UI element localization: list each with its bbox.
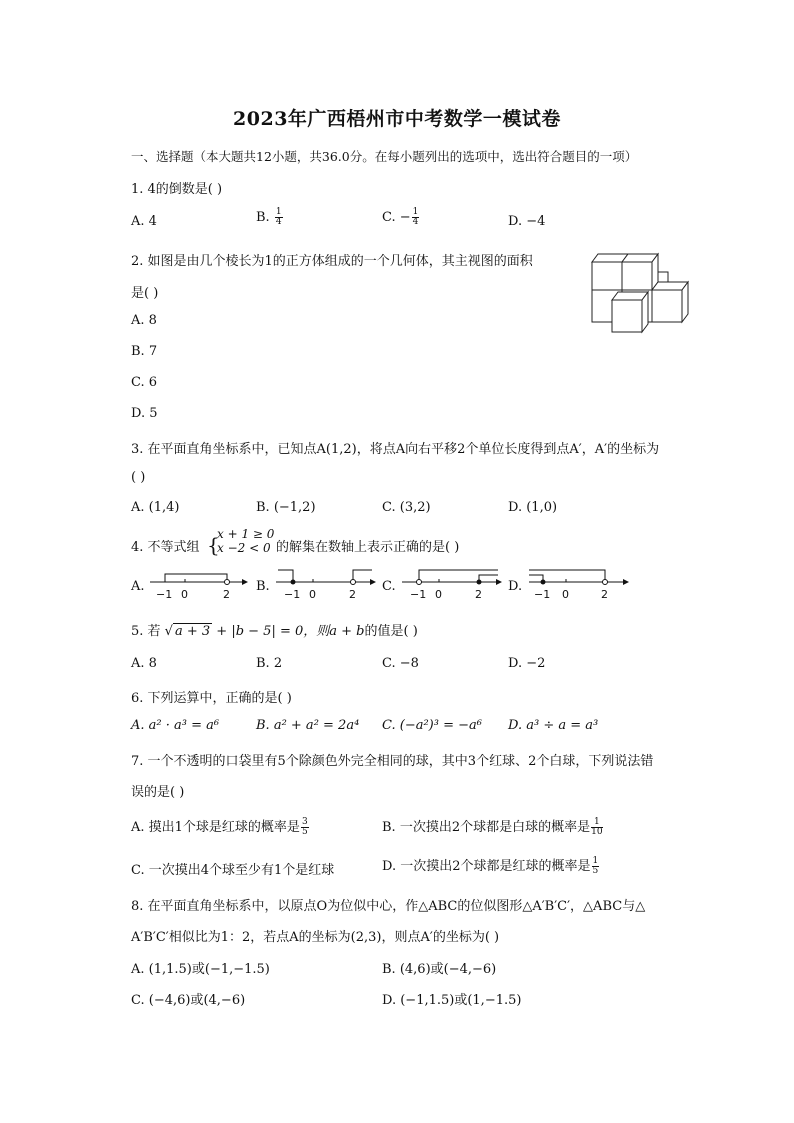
svg-text:2: 2 <box>349 588 356 601</box>
q4-option-b-label: B. <box>256 579 270 594</box>
q8-option-d: D. (−1,1.5)或(1,−1.5) <box>382 993 522 1008</box>
q8-option-a: A. (1,1.5)或(−1,−1.5) <box>131 962 270 977</box>
svg-text:0: 0 <box>181 588 188 601</box>
svg-text:−1: −1 <box>410 588 427 601</box>
question-7-stem: 7. 一个不透明的口袋里有5个除颜色外完全相同的球，其中3个红球、2个白球，下列说法错 <box>131 754 654 769</box>
inequality-system: x + 1 ≥ 0 x −2 < 0 <box>217 527 275 555</box>
q6-option-a: A. a² · a³ = a⁶ <box>131 718 220 733</box>
q7-option-c: C. 一次摸出4个球至少有1个是红球 <box>131 863 335 878</box>
q3-option-b: B. (−1,2) <box>256 500 316 515</box>
svg-text:2: 2 <box>475 588 482 601</box>
q3-option-c: C. (3,2) <box>382 500 431 515</box>
q3-option-d: D. (1,0) <box>508 500 558 515</box>
q1-option-c: C. − $\frac{1}{4}$ <box>382 207 419 227</box>
number-line-a <box>148 562 248 602</box>
number-line-c <box>398 562 504 602</box>
q6-option-b: B. a² + a² = 2a⁴ <box>256 718 360 733</box>
q6-option-d: D. a³ ÷ a = a³ <box>508 718 599 733</box>
q4-option-d-label: D. <box>508 579 523 594</box>
q8-option-c: C. (−4,6)或(4,−6) <box>131 993 246 1008</box>
question-6-stem: 6. 下列运算中，正确的是( ) <box>131 691 292 706</box>
question-1-stem: 1. 4的倒数是( ) <box>131 182 223 197</box>
q8-option-b: B. (4,6)或(−4,−6) <box>382 962 497 977</box>
q7-option-b: B. 一次摸出2个球都是白球的概率是 $\frac{1}{10}$ <box>382 817 603 837</box>
q1-option-b: B. $\frac{1}{4}$ <box>256 207 282 227</box>
page-title: 2023年广西梧州市中考数学一模试卷 <box>233 108 561 130</box>
svg-text:0: 0 <box>562 588 569 601</box>
question-4-stem-b: 的解集在数轴上表示正确的是( ) <box>276 540 460 555</box>
q2-option-c: C. 6 <box>131 375 158 390</box>
fraction: $\frac{1}{4}$ <box>275 207 282 227</box>
q6-option-c: C. (−a²)³ = −a⁶ <box>382 718 482 733</box>
question-5-stem: 5. 若 √ a + 3 + |b − 5| = 0，则a + b的值是( ) <box>131 624 418 639</box>
q1-option-d: D. −4 <box>508 214 546 229</box>
question-2-stem-cont: 是( ) <box>131 286 159 301</box>
q4-option-a-label: A. <box>131 579 145 594</box>
q7-option-d: D. 一次摸出2个球都是红球的概率是 $\frac{1}{5}$ <box>382 856 599 876</box>
svg-text:2: 2 <box>601 588 608 601</box>
number-line-d <box>525 562 631 602</box>
q7-option-a: A. 摸出1个球是红球的概率是 $\frac{3}{5}$ <box>131 817 308 837</box>
q2-option-b: B. 7 <box>131 344 158 359</box>
svg-text:−1: −1 <box>534 588 551 601</box>
question-8-stem: 8. 在平面直角坐标系中，以原点O为位似中心，作△ABC的位似图形△A′B′C′，△ABC与△ <box>131 899 646 914</box>
question-4-stem-a: 4. 不等式组 <box>131 540 200 555</box>
q5-option-b: B. 2 <box>256 656 283 671</box>
svg-text:0: 0 <box>309 588 316 601</box>
section-heading: 一、选择题（本大题共12小题，共36.0分。在每小题列出的选项中，选出符合题目的一项） <box>131 149 638 164</box>
q5-option-c: C. −8 <box>382 656 419 671</box>
q2-option-a: A. 8 <box>131 313 157 328</box>
question-2-stem: 2. 如图是由几个棱长为1的正方体组成的一个几何体，其主视图的面积 <box>131 254 533 269</box>
fraction: $\frac{3}{5}$ <box>301 817 308 837</box>
q5-option-d: D. −2 <box>508 656 546 671</box>
q1-option-a: A. 4 <box>131 214 157 229</box>
q5-option-a: A. 8 <box>131 656 157 671</box>
question-3-stem: 3. 在平面直角坐标系中，已知点A(1,2)，将点A向右平移2个单位长度得到点A′，A′的坐标为 <box>131 442 660 457</box>
svg-text:−1: −1 <box>156 588 173 601</box>
fraction: $\frac{1}{10}$ <box>591 817 603 837</box>
q4-option-c-label: C. <box>382 579 396 594</box>
cube-solid-figure <box>584 250 694 334</box>
fraction: $\frac{1}{5}$ <box>592 856 599 876</box>
q3-option-a: A. (1,4) <box>131 500 180 515</box>
svg-text:−1: −1 <box>284 588 301 601</box>
svg-text:0: 0 <box>435 588 442 601</box>
fraction: $\frac{1}{4}$ <box>412 207 419 227</box>
brace: { <box>207 533 220 557</box>
svg-text:2: 2 <box>223 588 230 601</box>
q2-option-d: D. 5 <box>131 406 158 421</box>
question-3-stem-cont: ( ) <box>131 470 146 485</box>
question-8-stem-cont: A′B′C′相似比为1：2，若点A的坐标为(2,3)，则点A′的坐标为( ) <box>131 930 500 945</box>
number-line-b <box>272 562 378 602</box>
question-7-stem-cont: 误的是( ) <box>131 785 185 800</box>
